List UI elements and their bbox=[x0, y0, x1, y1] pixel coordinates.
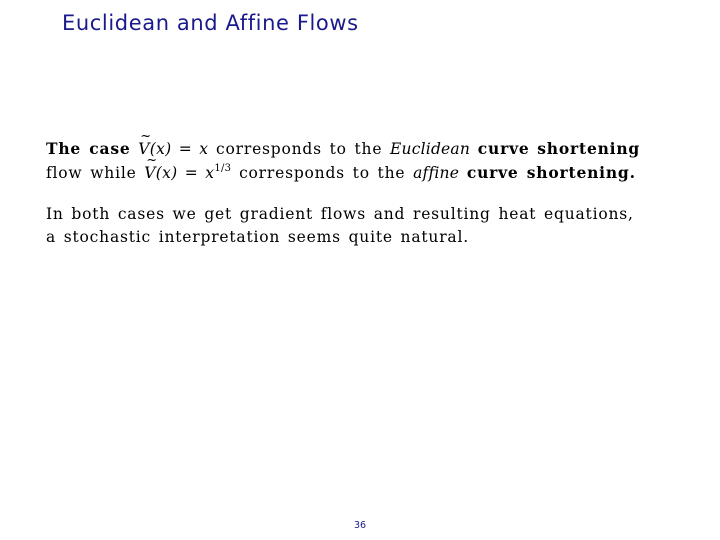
text-the-case: The case bbox=[46, 139, 131, 158]
slide-title: Euclidean and Affine Flows bbox=[62, 11, 359, 35]
paragraph-line: a stochastic interpretation seems quite natural. bbox=[46, 228, 469, 246]
text-affine: affine bbox=[413, 164, 460, 182]
paragraph-line bbox=[46, 137, 686, 161]
formula-exponent: 1/3 bbox=[214, 163, 232, 174]
paragraph-line: In both cases we get gradient flows and resulting heat equations, bbox=[46, 205, 634, 223]
text-curve: curve bbox=[477, 139, 530, 158]
text-flow-while: flow while bbox=[46, 164, 137, 182]
text-shortening: shortening bbox=[537, 139, 641, 158]
v-tilde-symbol: ~ V bbox=[144, 162, 156, 185]
formula-v-equals-x-cube-root bbox=[144, 164, 231, 182]
v-tilde-symbol: ~ V bbox=[138, 138, 150, 161]
formula-rest: (x) = x bbox=[149, 140, 209, 158]
paragraph-gradient-flows bbox=[46, 203, 686, 249]
text-curve-shortening: curve shortening. bbox=[466, 163, 636, 182]
paragraph-line bbox=[46, 161, 686, 185]
formula-rest: (x) = x bbox=[155, 164, 215, 182]
page-number: 36 bbox=[353, 520, 367, 531]
text-euclidean: Euclidean bbox=[390, 140, 471, 158]
text-corresponds: corresponds to the bbox=[216, 140, 383, 158]
paragraph-euclidean-affine bbox=[46, 137, 686, 185]
text-corresponds: corresponds to the bbox=[239, 164, 406, 182]
